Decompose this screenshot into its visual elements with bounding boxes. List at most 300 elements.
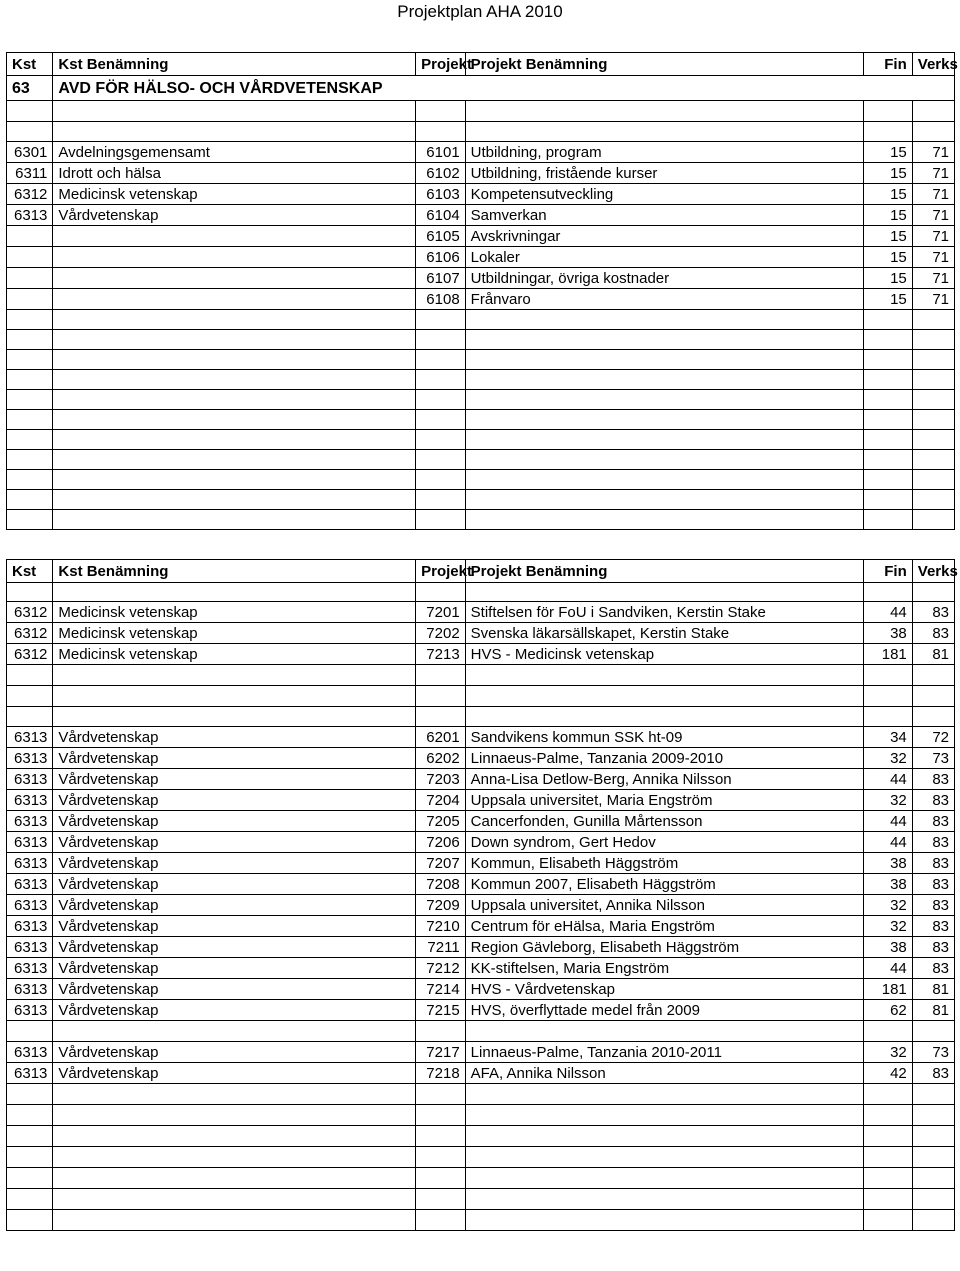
cell-verks: 83 — [912, 769, 954, 790]
empty-row — [7, 330, 955, 350]
empty-cell — [864, 1084, 913, 1105]
cell-proj: 7215 — [416, 1000, 466, 1021]
empty-cell — [7, 1189, 53, 1210]
empty-cell — [53, 1189, 416, 1210]
empty-cell — [416, 1126, 466, 1147]
cell-verks: 71 — [912, 247, 954, 268]
cell-proj: 6101 — [416, 142, 466, 163]
cell-kst: 6313 — [7, 979, 53, 1000]
empty-row — [7, 350, 955, 370]
empty-cell — [7, 1168, 53, 1189]
empty-cell — [7, 390, 53, 410]
cell-kst-name: Medicinsk vetenskap — [53, 184, 416, 205]
cell-kst: 6313 — [7, 853, 53, 874]
table-row — [7, 937, 955, 958]
table-row — [7, 853, 955, 874]
cell-fin: 38 — [864, 937, 913, 958]
cell-kst — [7, 289, 53, 310]
empty-row — [7, 1147, 955, 1168]
empty-cell — [864, 350, 913, 370]
cell-verks: 72 — [912, 727, 954, 748]
empty-row — [7, 707, 955, 727]
empty-cell — [53, 686, 416, 707]
empty-cell — [864, 370, 913, 390]
empty-cell — [864, 330, 913, 350]
empty-cell — [465, 665, 864, 686]
cell-verks: 83 — [912, 874, 954, 895]
empty-row — [7, 665, 955, 686]
cell-kst: 6312 — [7, 644, 53, 665]
header-verks: Verks — [912, 560, 954, 583]
cell-verks: 83 — [912, 895, 954, 916]
cell-kst: 6313 — [7, 1000, 53, 1021]
cell-kst: 6313 — [7, 727, 53, 748]
cell-fin: 44 — [864, 832, 913, 853]
table-row — [7, 644, 955, 665]
empty-cell — [53, 1168, 416, 1189]
empty-cell — [864, 686, 913, 707]
cell-kst: 6313 — [7, 205, 53, 226]
cell-kst-name: Vårdvetenskap — [53, 727, 416, 748]
empty-cell — [7, 1084, 53, 1105]
page-title: Projektplan AHA 2010 — [397, 2, 563, 21]
cell-proj-name: Linnaeus-Palme, Tanzania 2010-2011 — [465, 1042, 864, 1063]
cell-fin: 34 — [864, 727, 913, 748]
empty-cell — [53, 350, 416, 370]
cell-kst: 6313 — [7, 895, 53, 916]
cell-fin: 44 — [864, 811, 913, 832]
empty-cell — [912, 1189, 954, 1210]
empty-cell — [416, 1021, 466, 1042]
empty-cell — [912, 665, 954, 686]
cell-kst: 6313 — [7, 769, 53, 790]
empty-cell — [416, 101, 466, 122]
cell-fin: 38 — [864, 874, 913, 895]
header-row — [7, 53, 955, 76]
cell-kst: 6313 — [7, 937, 53, 958]
empty-cell — [53, 390, 416, 410]
cell-proj-name: HVS - Medicinsk vetenskap — [465, 644, 864, 665]
cell-fin: 32 — [864, 790, 913, 811]
empty-cell — [912, 1084, 954, 1105]
empty-cell — [416, 707, 466, 727]
header-projekt-benamning: Projekt Benämning — [465, 53, 864, 76]
empty-cell — [53, 430, 416, 450]
empty-row — [7, 101, 955, 122]
cell-proj-name: Samverkan — [465, 205, 864, 226]
empty-cell — [53, 1084, 416, 1105]
empty-cell — [465, 707, 864, 727]
cell-kst-name — [53, 289, 416, 310]
empty-row — [7, 430, 955, 450]
empty-cell — [416, 1147, 466, 1168]
cell-proj: 7213 — [416, 644, 466, 665]
cell-proj: 7207 — [416, 853, 466, 874]
cell-kst: 6301 — [7, 142, 53, 163]
empty-cell — [864, 1147, 913, 1168]
empty-cell — [416, 583, 466, 602]
empty-cell — [465, 101, 864, 122]
table-row — [7, 874, 955, 895]
cell-proj-name: Utbildningar, övriga kostnader — [465, 268, 864, 289]
table-row — [7, 602, 955, 623]
table-row — [7, 832, 955, 853]
header-fin: Fin — [864, 53, 913, 76]
cell-proj-name: KK-stiftelsen, Maria Engström — [465, 958, 864, 979]
cell-proj-name: Kommun, Elisabeth Häggström — [465, 853, 864, 874]
cell-verks: 83 — [912, 1063, 954, 1084]
empty-row — [7, 510, 955, 530]
header-row — [7, 560, 955, 583]
cell-fin: 181 — [864, 979, 913, 1000]
empty-cell — [416, 370, 466, 390]
cell-proj: 6105 — [416, 226, 466, 247]
empty-cell — [465, 1084, 864, 1105]
cell-fin: 38 — [864, 623, 913, 644]
empty-cell — [416, 350, 466, 370]
cell-proj: 7201 — [416, 602, 466, 623]
empty-cell — [7, 583, 53, 602]
empty-cell — [864, 390, 913, 410]
cell-verks: 71 — [912, 226, 954, 247]
cell-fin: 15 — [864, 268, 913, 289]
empty-cell — [864, 1168, 913, 1189]
table-row — [7, 1042, 955, 1063]
cell-proj: 6106 — [416, 247, 466, 268]
cell-proj: 6103 — [416, 184, 466, 205]
empty-row — [7, 583, 955, 602]
cell-fin: 15 — [864, 205, 913, 226]
empty-cell — [53, 1021, 416, 1042]
cell-proj-name: HVS - Vårdvetenskap — [465, 979, 864, 1000]
cell-kst: 6313 — [7, 874, 53, 895]
empty-row — [7, 390, 955, 410]
empty-cell — [912, 101, 954, 122]
cell-verks: 73 — [912, 748, 954, 769]
table-row — [7, 895, 955, 916]
empty-cell — [465, 370, 864, 390]
empty-cell — [465, 1147, 864, 1168]
table-row — [7, 268, 955, 289]
empty-cell — [465, 122, 864, 142]
header-projekt: Projekt — [416, 560, 466, 583]
cell-kst-name: Vårdvetenskap — [53, 1000, 416, 1021]
empty-cell — [53, 450, 416, 470]
cell-verks: 71 — [912, 163, 954, 184]
empty-cell — [416, 310, 466, 330]
empty-cell — [912, 350, 954, 370]
empty-cell — [7, 370, 53, 390]
cell-proj: 7210 — [416, 916, 466, 937]
cell-kst-name — [53, 226, 416, 247]
cell-fin: 38 — [864, 853, 913, 874]
empty-cell — [465, 1189, 864, 1210]
empty-cell — [465, 510, 864, 530]
cell-kst-name — [53, 268, 416, 289]
cell-verks: 71 — [912, 205, 954, 226]
cell-fin: 44 — [864, 602, 913, 623]
cell-proj: 7212 — [416, 958, 466, 979]
cell-proj: 7209 — [416, 895, 466, 916]
cell-proj-name: Cancerfonden, Gunilla Mårtensson — [465, 811, 864, 832]
cell-proj-name: Uppsala universitet, Maria Engström — [465, 790, 864, 811]
table-row — [7, 623, 955, 644]
table-section-2 — [6, 559, 958, 1231]
cell-proj: 7203 — [416, 769, 466, 790]
empty-cell — [416, 1168, 466, 1189]
cell-kst-name: Vårdvetenskap — [53, 769, 416, 790]
cell-proj: 6104 — [416, 205, 466, 226]
empty-cell — [864, 707, 913, 727]
empty-cell — [53, 310, 416, 330]
header-kst-benamning: Kst Benämning — [53, 53, 416, 76]
empty-cell — [465, 686, 864, 707]
empty-cell — [465, 430, 864, 450]
empty-row — [7, 1168, 955, 1189]
empty-cell — [465, 1105, 864, 1126]
empty-cell — [416, 686, 466, 707]
cell-kst — [7, 247, 53, 268]
empty-cell — [465, 583, 864, 602]
empty-cell — [7, 101, 53, 122]
empty-row — [7, 1210, 955, 1231]
cell-fin: 15 — [864, 289, 913, 310]
cell-proj: 7217 — [416, 1042, 466, 1063]
header-kst: Kst — [7, 560, 53, 583]
empty-cell — [53, 665, 416, 686]
empty-cell — [864, 410, 913, 430]
empty-cell — [912, 470, 954, 490]
empty-cell — [864, 310, 913, 330]
cell-verks: 73 — [912, 1042, 954, 1063]
table-row — [7, 769, 955, 790]
empty-cell — [912, 1105, 954, 1126]
empty-cell — [7, 1021, 53, 1042]
empty-cell — [53, 1210, 416, 1231]
table-row — [7, 790, 955, 811]
cell-proj-name: AFA, Annika Nilsson — [465, 1063, 864, 1084]
empty-cell — [53, 510, 416, 530]
empty-cell — [912, 1147, 954, 1168]
empty-cell — [465, 310, 864, 330]
table-row — [7, 163, 955, 184]
empty-row — [7, 1189, 955, 1210]
cell-kst-name: Vårdvetenskap — [53, 853, 416, 874]
empty-cell — [416, 470, 466, 490]
cell-fin: 44 — [864, 958, 913, 979]
empty-row — [7, 1126, 955, 1147]
cell-kst-name: Medicinsk vetenskap — [53, 623, 416, 644]
empty-cell — [465, 450, 864, 470]
empty-cell — [912, 310, 954, 330]
empty-cell — [416, 1105, 466, 1126]
cell-kst-name: Vårdvetenskap — [53, 832, 416, 853]
table-row — [7, 748, 955, 769]
table-section-1 — [6, 52, 958, 530]
empty-row — [7, 310, 955, 330]
cell-kst-name: Vårdvetenskap — [53, 811, 416, 832]
table-row — [7, 289, 955, 310]
cell-kst: 6313 — [7, 916, 53, 937]
empty-cell — [465, 330, 864, 350]
cell-verks: 83 — [912, 958, 954, 979]
empty-cell — [7, 490, 53, 510]
cell-proj-name: Kompetensutveckling — [465, 184, 864, 205]
cell-kst: 6311 — [7, 163, 53, 184]
cell-kst-name: Idrott och hälsa — [53, 163, 416, 184]
cell-kst-name: Vårdvetenskap — [53, 748, 416, 769]
table-row — [7, 916, 955, 937]
table-row — [7, 205, 955, 226]
empty-cell — [864, 1189, 913, 1210]
empty-cell — [416, 430, 466, 450]
cell-proj: 7205 — [416, 811, 466, 832]
cell-proj: 6108 — [416, 289, 466, 310]
table-row — [7, 727, 955, 748]
empty-cell — [465, 390, 864, 410]
cell-proj: 7204 — [416, 790, 466, 811]
cell-kst-name: Vårdvetenskap — [53, 958, 416, 979]
empty-cell — [7, 122, 53, 142]
empty-cell — [465, 470, 864, 490]
cell-fin: 42 — [864, 1063, 913, 1084]
empty-cell — [53, 101, 416, 122]
empty-cell — [912, 686, 954, 707]
cell-proj-name: Stiftelsen för FoU i Sandviken, Kerstin Stake — [465, 602, 864, 623]
empty-cell — [53, 707, 416, 727]
cell-proj-name: Anna-Lisa Detlow-Berg, Annika Nilsson — [465, 769, 864, 790]
empty-row — [7, 122, 955, 142]
cell-fin: 15 — [864, 163, 913, 184]
cell-proj-name: Region Gävleborg, Elisabeth Häggström — [465, 937, 864, 958]
header-verks: Verks — [912, 53, 954, 76]
cell-kst-name: Medicinsk vetenskap — [53, 602, 416, 623]
empty-row — [7, 1021, 955, 1042]
cell-verks: 71 — [912, 289, 954, 310]
cell-fin: 15 — [864, 184, 913, 205]
empty-cell — [7, 686, 53, 707]
cell-kst-name: Vårdvetenskap — [53, 874, 416, 895]
empty-cell — [864, 450, 913, 470]
cell-proj: 6201 — [416, 727, 466, 748]
table-row — [7, 184, 955, 205]
empty-cell — [912, 1210, 954, 1231]
empty-cell — [465, 1126, 864, 1147]
empty-cell — [912, 707, 954, 727]
cell-fin: 32 — [864, 895, 913, 916]
empty-row — [7, 1084, 955, 1105]
cell-kst: 6313 — [7, 832, 53, 853]
cell-fin: 44 — [864, 769, 913, 790]
empty-cell — [864, 470, 913, 490]
empty-cell — [912, 583, 954, 602]
empty-cell — [912, 1021, 954, 1042]
cell-fin: 32 — [864, 748, 913, 769]
department-row — [7, 76, 955, 101]
empty-cell — [864, 1210, 913, 1231]
cell-kst: 6312 — [7, 184, 53, 205]
table-row — [7, 958, 955, 979]
empty-cell — [7, 470, 53, 490]
department-name: AVD FÖR HÄLSO- OCH VÅRDVETENSKAP — [53, 76, 955, 101]
empty-cell — [7, 330, 53, 350]
cell-proj: 7202 — [416, 623, 466, 644]
empty-cell — [465, 490, 864, 510]
empty-cell — [912, 370, 954, 390]
cell-proj: 6202 — [416, 748, 466, 769]
empty-cell — [7, 1210, 53, 1231]
cell-fin: 15 — [864, 226, 913, 247]
empty-row — [7, 370, 955, 390]
empty-cell — [53, 1126, 416, 1147]
table-row — [7, 1000, 955, 1021]
cell-verks: 83 — [912, 623, 954, 644]
table-row — [7, 811, 955, 832]
cell-proj: 7214 — [416, 979, 466, 1000]
cell-proj-name: Linnaeus-Palme, Tanzania 2009-2010 — [465, 748, 864, 769]
empty-cell — [7, 707, 53, 727]
cell-proj-name: Down syndrom, Gert Hedov — [465, 832, 864, 853]
empty-cell — [465, 1021, 864, 1042]
empty-cell — [465, 350, 864, 370]
empty-cell — [53, 583, 416, 602]
empty-cell — [416, 665, 466, 686]
cell-kst-name: Vårdvetenskap — [53, 790, 416, 811]
department-code: 63 — [7, 76, 53, 101]
table-row — [7, 1063, 955, 1084]
empty-cell — [7, 350, 53, 370]
empty-cell — [465, 1168, 864, 1189]
empty-row — [7, 470, 955, 490]
empty-cell — [912, 330, 954, 350]
empty-cell — [864, 665, 913, 686]
cell-kst-name: Vårdvetenskap — [53, 1063, 416, 1084]
cell-proj-name: Utbildning, fristående kurser — [465, 163, 864, 184]
empty-cell — [465, 410, 864, 430]
cell-proj: 7211 — [416, 937, 466, 958]
cell-fin: 32 — [864, 916, 913, 937]
cell-kst-name — [53, 247, 416, 268]
empty-cell — [864, 583, 913, 602]
cell-verks: 81 — [912, 979, 954, 1000]
cell-proj-name: Sandvikens kommun SSK ht-09 — [465, 727, 864, 748]
cell-kst: 6313 — [7, 811, 53, 832]
cell-kst — [7, 226, 53, 247]
empty-cell — [416, 1084, 466, 1105]
empty-cell — [7, 430, 53, 450]
empty-cell — [864, 1126, 913, 1147]
cell-kst: 6313 — [7, 1042, 53, 1063]
empty-cell — [53, 330, 416, 350]
cell-kst-name: Avdelningsgemensamt — [53, 142, 416, 163]
header-projekt: Projekt — [416, 53, 466, 76]
empty-cell — [7, 310, 53, 330]
empty-cell — [53, 490, 416, 510]
cell-kst: 6313 — [7, 790, 53, 811]
cell-proj: 7208 — [416, 874, 466, 895]
empty-cell — [416, 1210, 466, 1231]
empty-cell — [416, 490, 466, 510]
cell-proj-name: Uppsala universitet, Annika Nilsson — [465, 895, 864, 916]
cell-verks: 83 — [912, 937, 954, 958]
table-row — [7, 142, 955, 163]
empty-cell — [416, 450, 466, 470]
empty-cell — [7, 1105, 53, 1126]
empty-cell — [912, 490, 954, 510]
empty-cell — [864, 122, 913, 142]
empty-cell — [912, 1168, 954, 1189]
cell-proj-name: Kommun 2007, Elisabeth Häggström — [465, 874, 864, 895]
